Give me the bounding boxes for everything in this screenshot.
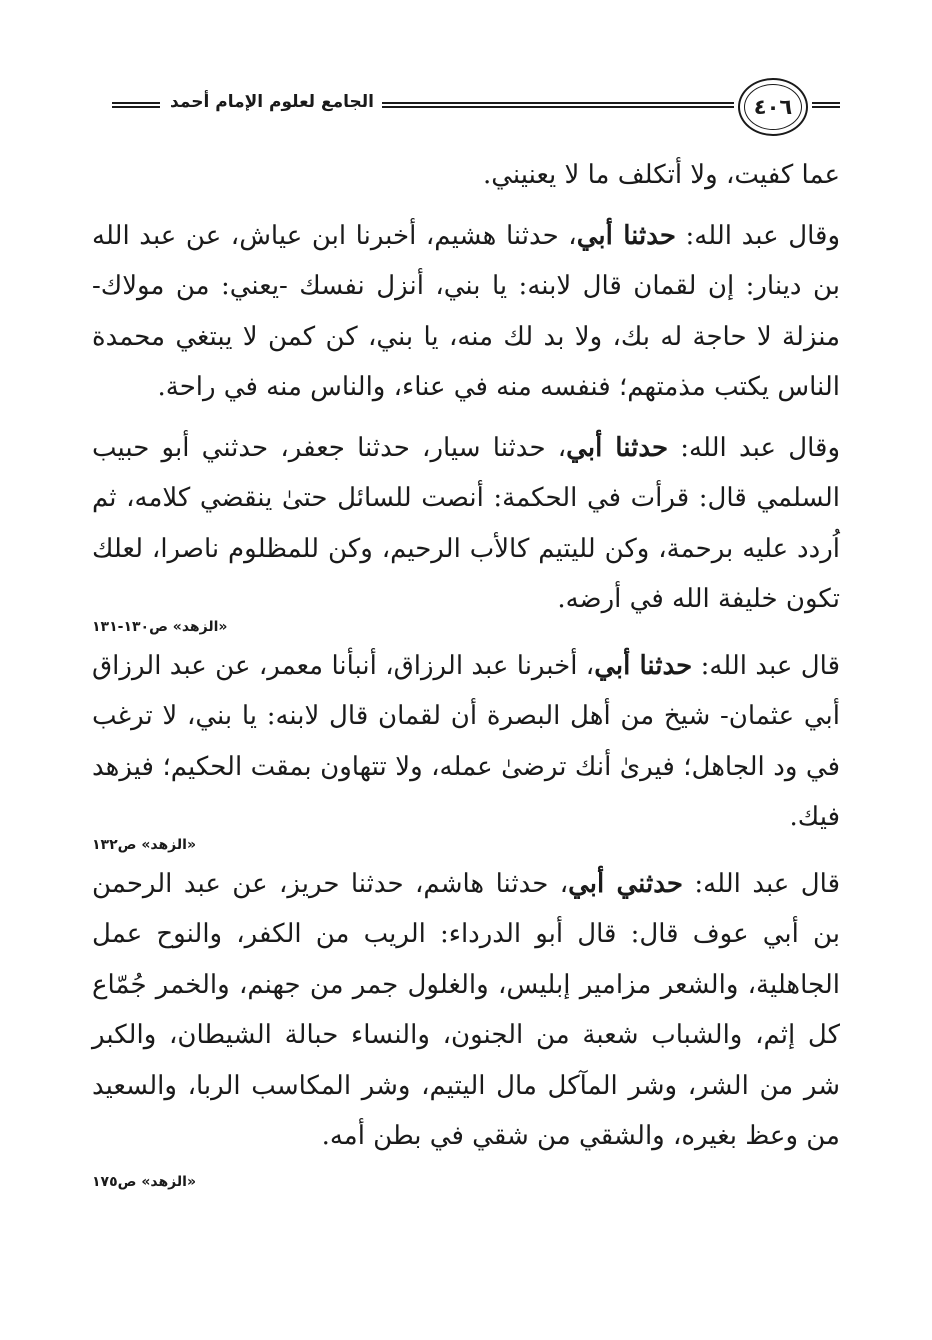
paragraph-lead: قال عبد الله: — [682, 868, 841, 899]
paragraph-lead: وقال عبد الله: — [675, 220, 840, 251]
paragraph-text: ، أخبرنا عبد الرزاق، أنبأنا معمر، عن عبد الرزاق أبي عثمان- شيخ من أهل البصرة أن لقمان قال لابنه: يا بني، لا ترغب في ود الجاهل؛ فيرىٰ أنك ترضىٰ عمله، ولا تتهاون بمقت الحكيم؛ فيزهد فيك. — [92, 650, 840, 832]
header-rule-right — [812, 102, 840, 108]
citation-2: «الزهد» ص١٣٢ — [92, 836, 196, 853]
paragraph-3 — [92, 423, 840, 625]
paragraph-text: ، حدثنا هاشم، حدثنا حريز، عن عبد الرحمن بن أبي عوف قال: قال أبو الدرداء: الريب من الكفر، والنوح عمل الجاهلية، والشعر مزامير إبليس، والغلول جمر من جهنم، والخمر جُمّاع كل إثم، والشباب شعبة من الجنون، والنساء حبالة الشيطان، والكبر شر من الشر، وشر المآكل مال اليتيم، وشر المكاسب الربا، والسعيد من وعظ بغيره، والشقي من شقي في بطن أمه. — [92, 868, 840, 1151]
paragraph-lead: قال عبد الله: — [692, 650, 840, 681]
paragraph-2 — [92, 211, 840, 413]
paragraph-text: ، حدثنا هشيم، أخبرنا ابن عياش، عن عبد الله بن دينار: إن لقمان قال لابنه: يا بني، أنزل نفسك -يعني: من مولاك- منزلة لا حاجة له بك، ولا بد لك منه، يا بني، كن كمن لا يبتغي محمدة الناس يكتب مذمتهم؛ فنفسه منه في عناء، والناس منه في راحة. — [92, 220, 840, 402]
header-rule-middle — [382, 102, 734, 108]
paragraph-lead: وقال عبد الله: — [668, 432, 841, 463]
citation-1: «الزهد» ص١٣٠-١٣١ — [92, 618, 228, 635]
paragraph-bold-phrase: حدثنا أبي — [576, 220, 676, 251]
paragraph-1 — [92, 150, 840, 201]
paragraph-bold-phrase: حدثنا أبي — [594, 650, 693, 681]
paragraph-bold-phrase: حدثنا أبي — [566, 432, 669, 463]
header-title: الجامع لعلوم الإمام أحمد — [170, 92, 374, 112]
paragraph-4 — [92, 641, 840, 843]
page-number-badge — [738, 78, 808, 136]
page-number: ٤٠٦ — [753, 95, 793, 119]
paragraph-5 — [92, 859, 840, 1162]
paragraph-text: ، حدثنا سيار، حدثنا جعفر، حدثني أبو حبيب السلمي قال: قرأت في الحكمة: أنصت للسائل حتىٰ ينقضي كلامه، ثم اُردد عليه برحمة، وكن لليتيم كالأب الرحيم، وكن للمظلوم ناصرا، لعلك تكون خليفة الله في أرضه. — [92, 432, 840, 614]
header-rule-left — [112, 102, 160, 108]
paragraph-bold-phrase: حدثني أبي — [568, 868, 683, 899]
page-body — [92, 150, 840, 1196]
citation-3: «الزهد» ص١٧٥ — [92, 1173, 196, 1190]
page-header — [112, 74, 840, 138]
paragraph-text: عما كفيت، ولا أتكلف ما لا يعنيني. — [482, 160, 840, 190]
